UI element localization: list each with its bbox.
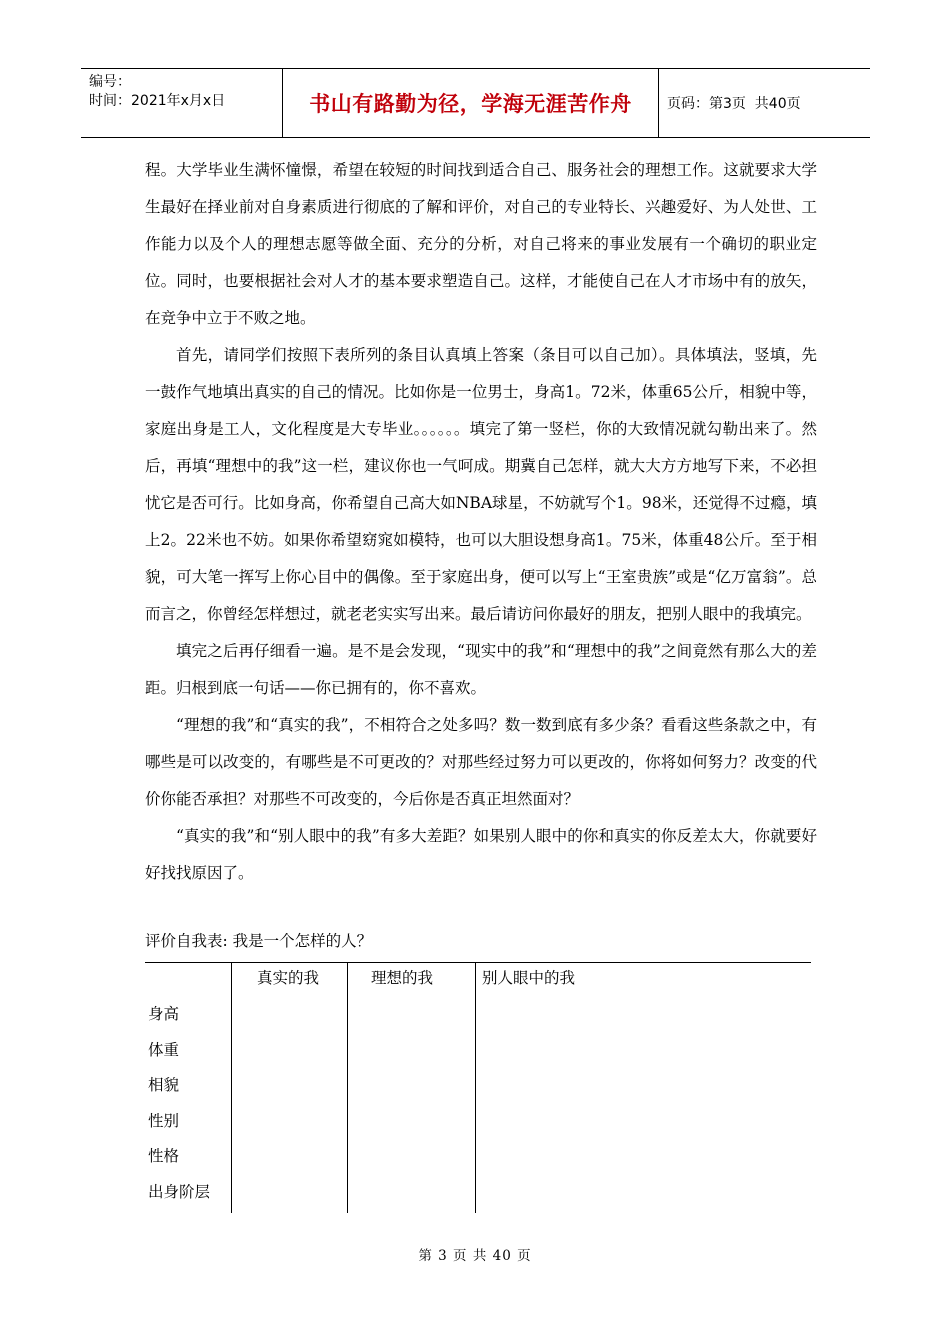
row-label-weight: 体重 [148,1041,180,1059]
row-label-height: 身高 [148,1005,180,1023]
header-number-label: 编号： [89,74,131,90]
table-column-divider [231,963,232,1213]
column-header-ideal-self: 理想的我 [371,969,434,987]
row-label-gender: 性别 [148,1112,180,1130]
column-header-real-self: 真实的我 [257,969,320,987]
table-column-divider [475,963,476,1213]
body-text [145,152,817,892]
paragraph: 程。大学毕业生满怀憧憬，希望在较短的时间找到适合自己、服务社会的理想工作。这就要求大学生最好在择业前对自身素质进行彻底的了解和评价，对自己的专业特长、兴趣爱好、为人处世、工作能力以及个人的理想志愿等做全面、充分的分析，对自己将来的事业发展有一个确切的职业定位。同时，也要根据社会对人才的基本要求塑造自己。这样，才能使自己在人才市场中有的放矢，在竞争中立于不败之地。 [145,161,817,327]
paragraph: “理想的我”和“真实的我”，不相符合之处多吗？数一数到底有多少条？看看这些条款之中，有哪些是可以改变的，有哪些是不可更改的？对那些经过努力可以更改的，你将如何努力？改变的代价你能否承担？对那些不可改变的，今后你是否真正坦然面对？ [145,716,817,808]
page-footer [0,1244,950,1264]
row-label-class-origin: 出身阶层 [148,1183,211,1201]
document-header [81,68,870,138]
eval-table [145,962,811,1213]
eval-table-title: 评价自我表: 我是一个怎样的人？ [145,932,373,950]
paragraph: “真实的我”和“别人眼中的我”有多大差距？如果别人眼中的你和真实的你反差太大，你就要好好找找原因了。 [145,827,817,882]
header-meta [81,69,283,137]
header-page-info-text: 页码：第3页 共40页 [667,96,801,112]
header-motto: 书山有路勤为径，学海无涯苦作舟 [283,69,659,137]
footer-page-number: 第 3 页 共 40 页 [418,1248,532,1264]
row-label-personality: 性格 [148,1147,180,1165]
row-label-appearance: 相貌 [148,1076,180,1094]
header-page-info [659,69,870,137]
table-column-divider [347,963,348,1213]
header-time-label: 时间：2021年x月x日 [89,93,226,109]
paragraph: 首先，请同学们按照下表所列的条目认真填上答案（条目可以自己加）。具体填法，竖填，先一鼓作气地填出真实的自己的情况。比如你是一位男士，身高1。72米，体重65公斤，相貌中等，家庭出身是工人，文化程度是大专毕业。。。。。。填完了第一竖栏，你的大致情况就勾勒出来了。然后，再填“理想中的我”这一栏，建议你也一气呵成。期冀自己怎样，就大大方方地写下来，不必担忧它是否可行。比如身高，你希望自己高大如NBA球星，不妨就写个1。98米，还觉得不过瘾，填上2。22米也不妨。如果你希望窈窕如模特，也可以大胆设想身高1。75米，体重48公斤。至于相貌，可大笔一挥写上你心目中的偶像。至于家庭出身，便可以写上“王室贵族”或是“亿万富翁”。总而言之，你曾经怎样想过，就老老实实写出来。最后请访问你最好的朋友，把别人眼中的我填完。 [145,346,817,623]
paragraph: 填完之后再仔细看一遍。是不是会发现，“现实中的我”和“理想中的我”之间竟然有那么大的差距。归根到底一句话——你已拥有的，你不喜欢。 [145,642,817,697]
column-header-others-view: 别人眼中的我 [482,969,576,987]
